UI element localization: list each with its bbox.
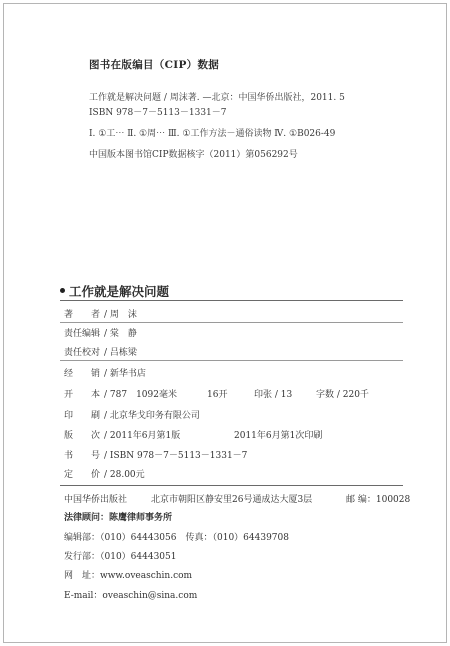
printing-value: 2011年6月第1次印刷 [234, 431, 323, 441]
book-title [60, 282, 169, 300]
author-label: 著 者 [64, 310, 101, 320]
legal-advisor: 法律顾问：陈鹰律师事务所 [64, 513, 173, 523]
cip-record-line: 中国版本图书馆CIP数据核字（2011）第056292号 [89, 150, 298, 160]
price-label: 定 价 [64, 470, 101, 480]
sheets-value: 印张 / 13 [254, 390, 293, 400]
bullet-icon [60, 288, 65, 293]
row-divider [60, 360, 403, 361]
cip-classification-line: Ⅰ. ①工⋯ Ⅱ. ①周⋯ Ⅲ. ①工作方法－通俗读物 Ⅳ. ①B026-49 [89, 129, 336, 139]
format-size: 16开 [207, 390, 228, 400]
cip-isbn-line: ISBN 978－7－5113－1331－7 [89, 108, 227, 118]
isbn-label: 书 号 [64, 451, 101, 461]
editor-value: / 棠 静 [104, 329, 137, 339]
edition-label: 版 次 [64, 431, 101, 441]
format-value: / 787 1092毫米 [104, 390, 177, 400]
email: E-mail：oveaschin@sina.com [64, 591, 198, 601]
publisher-address: 北京市朝阳区静安里26号通成达大厦3层 [151, 495, 313, 505]
sales-contact: 发行部：（010）64443051 [64, 552, 177, 562]
cip-title: 图书在版编目（CIP）数据 [89, 59, 220, 71]
author-value: / 周 沫 [104, 310, 137, 320]
proof-label: 责任校对 [64, 348, 101, 358]
book-title-text: 工作就是解决问题 [69, 284, 170, 299]
edition-value: / 2011年6月第1版 [104, 431, 181, 441]
copyright-page [3, 3, 447, 643]
words-value: 字数 / 220千 [316, 390, 369, 400]
proof-value: / 吕栋梁 [104, 348, 137, 358]
price-value: / 28.00元 [104, 470, 145, 480]
publisher-line [64, 492, 411, 505]
distributor-value: / 新华书店 [104, 369, 146, 379]
printer-value: / 北京华戈印务有限公司 [104, 411, 200, 421]
title-divider [60, 300, 403, 301]
isbn-value: / ISBN 978－7－5113－1331－7 [104, 451, 248, 461]
printer-label: 印 刷 [64, 411, 101, 421]
publisher-postcode: 邮 编：100028 [346, 495, 411, 505]
website: 网 址：www.oveaschin.com [64, 571, 193, 581]
format-label: 开 本 [64, 390, 101, 400]
row-divider [60, 322, 403, 323]
publisher-divider [60, 485, 403, 486]
cip-catalog-line: 工作就是解决问题 / 周沫著. —北京：中国华侨出版社，2011. 5 [89, 93, 345, 103]
distributor-label: 经 销 [64, 369, 101, 379]
editorial-contact: 编辑部：（010）64443056 传真：（010）64439708 [64, 533, 289, 543]
publisher-name: 中国华侨出版社 [64, 495, 128, 505]
editor-label: 责任编辑 [64, 329, 101, 339]
